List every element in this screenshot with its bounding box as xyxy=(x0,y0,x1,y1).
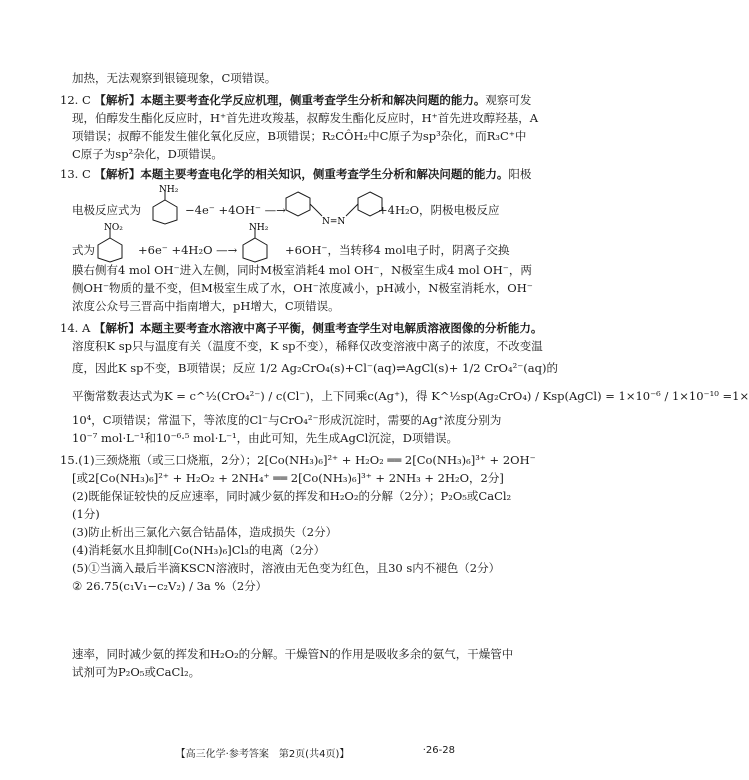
no2-label: NO₂ xyxy=(104,223,123,233)
text-line: 侧OH⁻物质的量不变，但M极室生成了水，OH⁻浓度减小，pH减小，N极室消耗水，OH⁻ xyxy=(72,281,533,295)
text-fragment: +6e⁻ +4H₂O —→ xyxy=(138,243,238,257)
aniline-structure-icon xyxy=(235,222,275,262)
text-line: 平衡常数表达式为K = c^½(CrO₄²⁻) / c(Cl⁻)，上下同乘c(Ag⁺)，得 K^½sp(Ag₂CrO₄) / Ksp(AgCl) = 1×10⁻⁶ / 1×10⁻¹⁰ =1× xyxy=(72,389,749,403)
text-fragment: 观察可发 xyxy=(485,93,532,107)
text-line: 试剂可为P₂O₅或CaCl₂。 xyxy=(72,665,201,679)
analysis-tag: 【解析】本题主要考查水溶液中离子平衡，侧重考查学生对电解质溶液图像的分析能力。 xyxy=(93,321,543,335)
nh2-label: NH₂ xyxy=(159,185,179,195)
text-line: 项错误；叔醇不能发生催化氧化反应，B项错误；R₂CÔH₂中C原子为sp³杂化，而R₃C⁺中 xyxy=(72,129,527,143)
text-line: (1分) xyxy=(72,507,100,521)
page-footer xyxy=(0,745,525,760)
text-fragment: −4e⁻ +4OH⁻ —→ xyxy=(185,203,286,217)
text-fragment: 式为 xyxy=(72,243,95,257)
text-line: 度，因此K sp不变，B项错误；反应 1/2 Ag₂CrO₄(s)+Cl⁻(aq)⇌AgCl(s)+ 1/2 CrO₄²⁻(aq)的 xyxy=(72,361,558,375)
footer-title: 【高三化学·参考答案 第2页(共4页)】 xyxy=(175,749,350,760)
text-line: [或2[Co(NH₃)₆]²⁺ + H₂O₂ + 2NH₄⁺ ══ 2[Co(NH₃)₆]³⁺ + 2NH₃ + 2H₂O，2分] xyxy=(72,471,504,485)
text-line: 现，伯醇发生酯化反应时，H⁺首先进攻羧基，叔醇发生酯化反应时，H⁺首先进攻醇羟基，A xyxy=(72,111,538,125)
text-line: 速率，同时减少氨的挥发和H₂O₂的分解。干燥管N的作用是吸收多余的氨气，干燥管中 xyxy=(72,647,514,661)
text-line: 膜右侧有4 mol OH⁻进入左侧，同时M极室消耗4 mol OH⁻，N极室生成4 mol OH⁻，两 xyxy=(72,263,532,277)
text-line: 10⁻⁷ mol·L⁻¹和10⁻⁶·⁵ mol·L⁻¹，由此可知，先生成AgCl沉淀，D项错误。 xyxy=(72,431,459,445)
text-line: (3)防止析出三氯化六氨合钴晶体，造成损失（2分） xyxy=(72,525,338,539)
aniline-structure-icon xyxy=(145,184,185,224)
question-13-header xyxy=(60,166,531,182)
footer-code: ·26-28 xyxy=(422,745,455,756)
text-fragment: +4H₂O，阴极电极反应 xyxy=(378,203,500,217)
text-line: ② 26.75(c₁V₁−c₂V₂) / 3a %（2分） xyxy=(72,579,268,593)
question-12-header xyxy=(60,92,531,108)
question-number: 12. C xyxy=(60,93,91,107)
question-number: 13. C xyxy=(60,167,91,181)
analysis-tag: 【解析】本题主要考查化学反应机理，侧重考查学生分析和解决问题的能力。 xyxy=(94,93,486,107)
text-fragment: +6OH⁻，当转移4 mol电子时，阴离子交换 xyxy=(285,243,510,257)
text-line: C原子为sp²杂化，D项错误。 xyxy=(72,147,223,161)
text-line: (2)既能保证较快的反应速率，同时减少氨的挥发和H₂O₂的分解（2分）；P₂O₅或CaCl₂ xyxy=(72,489,512,503)
analysis-tag: 【解析】本题主要考查电化学的相关知识，侧重考查学生分析和解决问题的能力。 xyxy=(94,167,509,181)
text-line: (5)①当滴入最后半滴KSCN溶液时，溶液由无色变为红色，且30 s内不褪色（2分） xyxy=(72,561,501,575)
text-line: 10⁴，C项错误；常温下，等浓度的Cl⁻与CrO₄²⁻形成沉淀时，需要的Ag⁺浓度分别为 xyxy=(72,413,502,427)
text-fragment: 阳极 xyxy=(508,167,532,181)
text-line: (4)消耗氨水且抑制[Co(NH₃)₆]Cl₃的电离（2分） xyxy=(72,543,326,557)
text-line: 加热，无法观察到银镜现象，C项错误。 xyxy=(72,71,277,85)
text-line: 溶度积K sp只与温度有关（温度不变，K sp不变），稀释仅改变溶液中离子的浓度，不改变温 xyxy=(72,339,543,353)
nitrobenzene-structure-icon xyxy=(90,222,130,262)
nh2-label: NH₂ xyxy=(249,223,269,233)
n-eq-n-label: N=N xyxy=(322,217,346,227)
question-number: 14. A xyxy=(60,321,91,335)
question-14-header xyxy=(60,320,542,336)
text-fragment: 电极反应式为 xyxy=(72,203,141,217)
text-line: 浓度公众号三晋高中指南增大，pH增大，C项错误。 xyxy=(72,299,340,313)
question-15-line: 15.(1)三颈烧瓶（或三口烧瓶，2分）；2[Co(NH₃)₆]²⁺ + H₂O₂ ══ 2[Co(NH₃)₆]³⁺ + 2OH⁻ xyxy=(60,453,536,467)
